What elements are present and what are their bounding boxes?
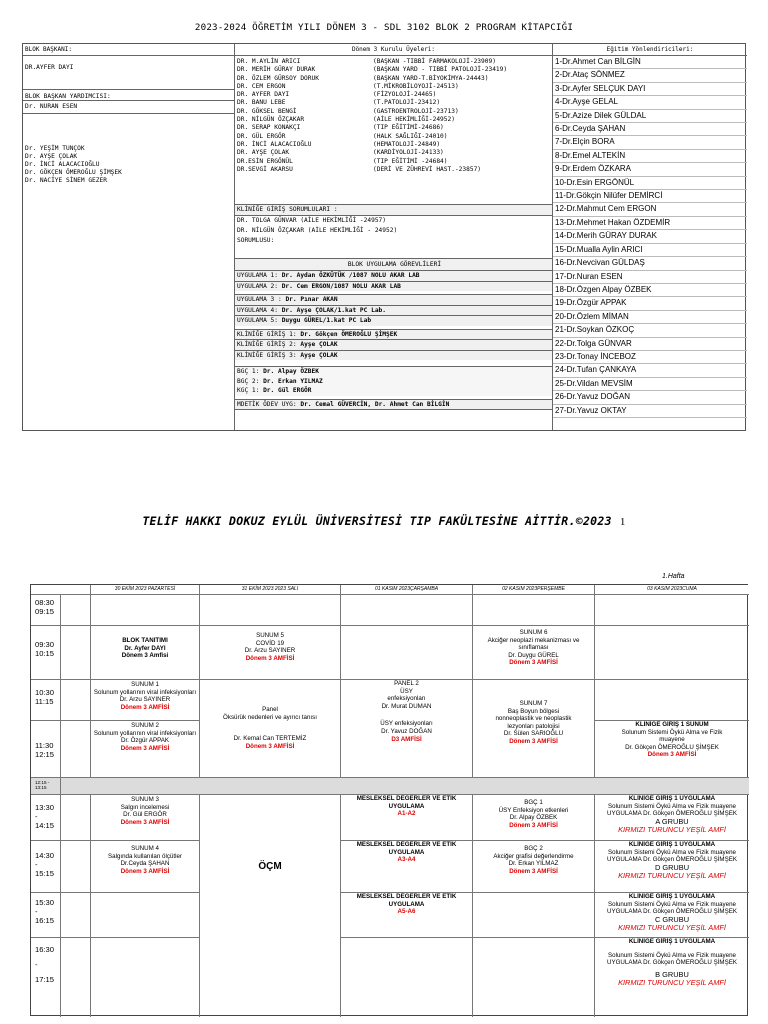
tutor-item: 7-Dr.Elçin BORA [553, 136, 747, 149]
slot-wed-panel: PANEL 2 ÜSY enfeksiyonları Dr. Murat DUMAN ÜSY enfeksiyonları Dr. Yavuz DOĞAN D3 AMFİSİ [341, 680, 473, 778]
block-member: Dr. İNCİ ALACACIOĞLU [25, 160, 100, 168]
committee-member [235, 124, 552, 132]
committee-member [235, 149, 552, 157]
duty-boxes [235, 204, 552, 410]
bgc-label: KGÇ 1: [237, 387, 264, 394]
tutor-item: 1-Dr.Ahmet Can BİLGİN [553, 56, 747, 69]
tutor-item: 20-Dr.Özlem MİMAN [553, 311, 747, 324]
slot-tue-2: SUNUM 5 COVİD 19 Dr. Arzu SAYINER Dönem 3 AMFİSİ [200, 626, 341, 680]
member-name: DR. AYFER DAYI [237, 91, 290, 99]
document-title: 2023-2024 ÖĞRETİM YILI DÖNEM 3 - SDL 3102 BLOK 2 PROGRAM KİTAPCIĞI [194, 22, 574, 33]
slot-fri-5: KLİNİĞE GİRİŞ 1 UYGULAMA Solunum Sistemi Öykü Alma ve Fizik muayene UYGULAMA Dr. Gökçen ÖMEROĞLU ŞİMŞEK A GRUBU KIRMIZI TURUNCU YEŞİL AMFİ [595, 795, 749, 841]
member-name: DR.SEVGİ AKARSU [237, 165, 293, 173]
slot-mon-3: SUNUM 1 Solunum yollarının viral infeksiyonları Dr. Arzu SAYINER Dönem 3 AMFİSİ [91, 680, 200, 721]
deputy-head-name: Dr. NURAN ESEN [25, 103, 78, 110]
member-role: (BAŞKAN -TIBBİ FARMAKOLOJİ-23909) [373, 58, 496, 65]
tutor-item: 9-Dr.Erdem ÖZKARA [553, 163, 747, 176]
tutor-item: 21-Dr.Soykan ÖZKOÇ [553, 324, 747, 337]
sorumlusu-label: SORUMLUSU: [235, 236, 552, 246]
slot-fri-6: KLİNİĞE GİRİŞ 1 UYGULAMA Solunum Sistemi Öykü Alma ve Fizik muayene UYGULAMA Dr. Gökçen ÖMEROĞLU ŞİMŞEK D GRUBU KIRMIZI TURUNCU YEŞİL AMFİ [595, 841, 749, 893]
member-name: DR. SERAP KONAKÇI [237, 124, 301, 132]
slot-thu-sunum7: SUNUM 7 Baş Boyun bölgesi nonneoplastik ve neoplastik lezyonları patolojisi Dr. Sülen SARIOĞLU Dönem 3 AMFİSİ [473, 680, 595, 778]
slot-mon-2: BLOK TANITIMI Dr. Ayfer DAYI Dönem 3 Amfisi [91, 626, 200, 680]
bgc-row [237, 377, 552, 387]
block-member: Dr. NACİYE SİNEM GEZER [25, 176, 107, 184]
slot-tue-ocm: ÖÇM [200, 795, 341, 1017]
block-head-label: BLOK BAŞKANI: [23, 44, 234, 56]
tutor-item: 2-Dr.Ataç SÖNMEZ [553, 69, 747, 82]
tutors-list [553, 56, 747, 418]
tutors-header: Eğitim Yönlendiricileri: [553, 44, 747, 56]
member-name: DR. GÖKSEL BENGİ [237, 107, 297, 115]
slot-mon-5: SUNUM 3 Salgın incelemesi Dr. Gül ERGÖR Dönem 3 AMFİSİ [91, 795, 200, 841]
slot-thu-2: SUNUM 6 Akciğer neoplazi mekanizması ve sınıflaması Dr. Duygu GÜREL Dönem 3 AMFİSİ [473, 626, 595, 680]
bgc-label: BGÇ 1: [237, 368, 264, 375]
duty-value: Dr. Pınar AKAN [285, 296, 338, 303]
duty-value: Ayşe ÇOLAK [300, 351, 338, 359]
klinige-1: DR. TOLGA GÜNVAR (AİLE HEKİMLİĞİ -24957) [235, 215, 552, 226]
tutor-item: 26-Dr.Yavuz DOĞAN [553, 391, 747, 404]
block-member: Dr. YEŞİM TUNÇOK [25, 145, 85, 152]
tutor-item: 17-Dr.Nuran ESEN [553, 271, 747, 284]
member-name: DR. M.AYLİN ARICI [237, 58, 301, 65]
tutor-item: 13-Dr.Mehmet Hakan ÖZDEMİR [553, 217, 747, 230]
bgc-row [237, 386, 552, 396]
time-slot-3: 10:30 11:15 [31, 680, 61, 721]
tutors-column [553, 44, 747, 430]
tutor-item: 14-Dr.Merih GÜRAY DURAK [553, 230, 747, 243]
staff-table [22, 43, 746, 431]
klinige-header: KLİNİĞE GİRİŞ SORUMLULARI : [235, 204, 552, 215]
bgc-value: Dr. Gül ERGÖR [263, 387, 312, 394]
tutor-item: 4-Dr.Ayşe GELAL [553, 96, 747, 109]
duty-value: Dr. Ayşe ÇOLAK/1.kat PC Lab. [281, 306, 387, 314]
slot-mon-6: SUNUM 4 Salgında kullanılan ölçütler Dr.Ceyda ŞAHAN Dönem 3 AMFİSİ [91, 841, 200, 893]
slot-fri-7: KLİNİĞE GİRİŞ 1 UYGULAMA Solunum Sistemi Öykü Alma ve Fizik muayene UYGULAMA Dr. Gökçen ÖMEROĞLU ŞİMŞEK C GRUBU KIRMIZI TURUNCU YEŞİL AMFİ [595, 893, 749, 938]
member-name: DR.ESİN ERGÖNÜL [237, 157, 293, 165]
member-name: DR. BANU LEBE [237, 99, 286, 107]
member-role: (TIP EĞİTİMİ -24684) [373, 157, 448, 165]
tutor-item: 25-Dr.Vildan MEVSİM [553, 378, 747, 391]
committee-member [235, 133, 552, 141]
tutor-item: 15-Dr.Mualla Aylin ARICI [553, 244, 747, 257]
duty-label: KLİNİĞE GİRİŞ 3: [237, 351, 301, 359]
duty-value: Dr. Gökçen ÖMEROĞLU ŞİMŞEK [300, 330, 398, 338]
slot-fri-8: KLİNİĞE GİRİŞ 1 UYGULAMA Solunum Sistemi Öykü Alma ve Fizik muayene UYGULAMA Dr. Gökçen ÖMEROĞLU ŞİMŞEK B GRUBU KIRMIZI TURUNCU YEŞİL AMFİ [607, 938, 737, 987]
tutor-item: 16-Dr.Nevcivan GÜLDAŞ [553, 257, 747, 270]
duty-list-2 [235, 294, 552, 326]
week-label: 1.Hafta [662, 573, 685, 580]
duty-list-1 [235, 270, 552, 291]
klinige-2: DR. NİLGÜN ÖZÇAKAR (AİLE HEKİMLİĞİ - 24952) [235, 226, 552, 236]
time-slot-7: 15:30 - 16:15 [31, 893, 61, 938]
bgc-label: BGÇ 2: [237, 377, 264, 385]
slot-wed-7: MESLEKSEL DEĞERLER VE ETİK UYGULAMA A5-A6 [341, 893, 473, 938]
day-header-mon: 30 EKİM 2023 PAZARTESİ [91, 585, 200, 595]
member-role: (DERİ VE ZÜHREVİ HAST.-23857) [373, 165, 482, 173]
slot-fri-4: KLİNİĞE GİRİŞ 1 SUNUM Solunum Sistemi Öykü Alma ve Fizik muayene Dr. Gökçen ÖMEROĞLU ŞİMŞEK Dönem 3 AMFİSİ [595, 721, 749, 778]
duty-value: Ayşe ÇOLAK [300, 341, 338, 348]
duty-value: Duygu GÜREL/1.kat PC Lab [281, 317, 372, 324]
tutor-item: 6-Dr.Ceyda ŞAHAN [553, 123, 747, 136]
copyright-notice: TELİF HAKKI DOKUZ EYLÜL ÜNİVERSİTESİ TIP FAKÜLTESİNE AİTTİR.©2023 1 [142, 514, 626, 528]
duty-value: Dr. Aydan ÖZKÜTÜK /1087 NOLU AKAR LAB [281, 272, 420, 279]
tutor-item: 5-Dr.Azize Dilek GÜLDAL [553, 110, 747, 123]
duty-row [235, 305, 552, 316]
duty-label: UYGULAMA 3 : [237, 296, 286, 303]
member-role: (T.MİKROBİLOYOJİ-24513) [373, 82, 459, 90]
committee-member [235, 108, 552, 116]
member-role: (BAŞKAN YARD-T.BİYOKİMYA-24443) [373, 74, 489, 82]
tutor-item: 27-Dr.Yavuz OKTAY [553, 405, 747, 418]
weekly-schedule [30, 584, 748, 1016]
duty-label: UYGULAMA 4: [237, 306, 282, 314]
committee-member [235, 75, 552, 83]
member-name: DR. AYŞE ÇOLAK [237, 149, 290, 157]
tutor-item: 10-Dr.Esin ERGÖNÜL [553, 177, 747, 190]
day-header-wed: 01 KASIM 2023ÇARŞAMBA [341, 585, 473, 595]
duty-label: UYGULAMA 5: [237, 317, 282, 324]
duty-row [235, 350, 552, 361]
time-slot-5: 13:30 - 14:15 [31, 795, 61, 841]
tutor-item: 3-Dr.Ayfer SELÇUK DAYI [553, 83, 747, 96]
member-name: DR. MERİH GÜRAY DURAK [237, 66, 316, 74]
committee-column [235, 44, 553, 430]
corner-cell [31, 585, 91, 595]
committee-member [235, 99, 552, 107]
duty-row [235, 294, 552, 305]
duty-label: UYGULAMA 1: [237, 272, 282, 279]
duty-row [235, 281, 552, 292]
slot-tue-panel: Panel Öksürük nedenleri ve ayırıcı tanısı Dr. Kemal Can TERTEMİZ Dönem 3 AMFİSİ [200, 680, 341, 778]
committee-member [235, 166, 552, 174]
time-slot-8: 16:30 - 17:15 [31, 938, 61, 1017]
member-role: (FİZYOLOJİ-24465) [373, 91, 437, 99]
tutor-item: 11-Dr.Gökçin Nilüfer DEMİRCİ [553, 190, 747, 203]
day-header-thu: 02 KASIM 2023PERŞEMBE [473, 585, 595, 595]
member-name: DR. NİLGÜN ÖZÇAKAR [237, 116, 305, 124]
duty-row [235, 339, 552, 350]
member-role: (AİLE HEKİMLİĞİ-24952) [373, 116, 455, 124]
committee-members [235, 56, 552, 174]
slot-mon-4: SUNUM 2 Solunum yollarının viral infeksiyonları Dr. Özgür APPAK Dönem 3 AMFİSİ [91, 721, 200, 778]
member-role: (HEMATOLOJİ-24849) [373, 140, 441, 148]
tutor-item: 19-Dr.Özgür APPAK [553, 297, 747, 310]
slot-wed-5: MESLEKSEL DEĞERLER VE ETİK UYGULAMA A1-A2 [341, 795, 473, 841]
lunch-time: 12:15 - 13:15 [31, 778, 61, 795]
page-number: 1 [619, 516, 626, 528]
block-head-name: DR.AYFER DAYI [25, 64, 74, 71]
committee-member [235, 158, 552, 166]
tutor-item: 24-Dr.Tufan ÇANKAYA [553, 364, 747, 377]
time-slot-1: 08:30 09:15 [31, 595, 61, 626]
member-name: DR. CEM ERGON [237, 82, 286, 90]
meetik-line: MDETİK ÖDEV UYG: Dr. Cemal GÜVERCİN, Dr. Ahmet Can BİLGİN [235, 399, 552, 411]
tutor-item: 22-Dr.Tolga GÜNVAR [553, 338, 747, 351]
bgc-value: Dr. Alpay ÖZBEK [263, 368, 319, 375]
duty-list-3 [235, 329, 552, 361]
lunch-break-row [61, 778, 749, 795]
block-member: Dr. GÖKÇEN ÖMEROĞLU ŞİMŞEK [25, 168, 122, 176]
member-role: (T.PATOLOJİ-23412) [373, 99, 441, 107]
member-role: (KARDİYOLOJİ-24133) [373, 149, 444, 157]
committee-header: Dönem 3 Kurulu Üyeleri: [235, 44, 552, 56]
block-members-list [25, 145, 234, 185]
duty-row [235, 329, 552, 340]
slot-thu-6: BGÇ 2 Akciğer grafisi değerlendirme Dr. Erkan YILMAZ Dönem 3 AMFİSİ [473, 841, 595, 893]
duty-row [235, 270, 552, 281]
duty-value: Dr. Cem ERGON/1087 NOLU AKAR LAB [281, 282, 401, 290]
slot-thu-5: BGÇ 1 ÜSY Enfeksiyon etkenleri Dr. Alpay ÖZBEK Dönem 3 AMFİSİ [473, 795, 595, 841]
bgc-section [235, 366, 552, 396]
tutor-item: 23-Dr.Tonay İNCEBOZ [553, 351, 747, 364]
block-member: Dr. AYŞE ÇOLAK [25, 152, 78, 160]
time-slot-6: 14:30 - 15:15 [31, 841, 61, 893]
duty-header: BLOK UYGULAMA GÖREVLİLERİ [235, 258, 552, 270]
committee-member [235, 66, 552, 74]
duty-row [235, 315, 552, 326]
day-header-tue: 31 EKİM 2023 2023 SALI [200, 585, 341, 595]
member-role: (BAŞKAN YARD - TIBBİ PATOLOJİ-23419) [373, 66, 508, 74]
block-leaders-column [23, 44, 235, 430]
member-name: DR. GÜL ERGÖR [237, 132, 286, 140]
slot-wed-6: MESLEKSEL DEĞERLER VE ETİK UYGULAMA A3-A4 [341, 841, 473, 893]
tutor-item: 18-Dr.Özgen Alpay ÖZBEK [553, 284, 747, 297]
duty-label: UYGULAMA 2: [237, 282, 282, 290]
committee-member [235, 83, 552, 91]
day-header-fri: 03 KASIM 2023CUMA [595, 585, 749, 595]
tutor-item: 8-Dr.Emel ALTEKİN [553, 150, 747, 163]
member-role: (TIP EĞİTİMİ-24686) [373, 124, 444, 132]
duty-label: KLİNİĞE GİRİŞ 1: [237, 330, 301, 338]
deputy-head-label: BLOK BAŞKAN YARDIMCISI: [25, 93, 111, 100]
tutor-item: 12-Dr.Mahmut Cem ERGON [553, 203, 747, 216]
member-name: DR. ÖZLEM GÜRSOY DORUK [237, 74, 319, 82]
member-name: DR. İNCİ ALACACIOĞLU [237, 140, 312, 148]
member-role: (GASTROENTROLOJİ-23713) [373, 107, 459, 115]
duty-label: KLİNİĞE GİRİŞ 2: [237, 341, 301, 348]
time-slot-4: 11:30 12:15 [31, 721, 61, 778]
member-role: (HALK SAĞLIĞI-24010) [373, 132, 448, 140]
bgc-value: Dr. Erkan YILMAZ [263, 377, 323, 385]
time-slot-2: 09:30 10:15 [31, 626, 61, 680]
bgc-row [237, 367, 552, 377]
